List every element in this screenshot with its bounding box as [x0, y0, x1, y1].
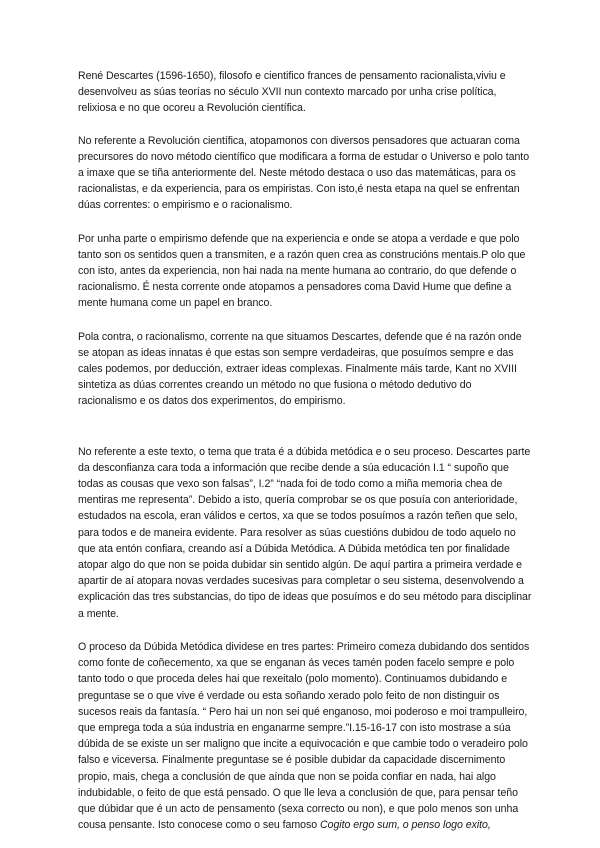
paragraph-empiricism: Por unha parte o empirismo defende que na experiencia e onde se atopa a verdade e que polo tanto son os sentidos quen a transmiten, e a razón quen crea as construcións mentais.P olo que con isto, antes da experiencia, non hai nada na mente humana ao contrario, do que defende o racionalismo. É nesta corrente onde atopamos a pensadores coma David Hume que define a mente humana come un papel en branco. [78, 232, 526, 310]
paragraph-text-theme: No referente a este texto, o tema que trata é a dúbida metódica e o seu proceso. Descartes parte da desconfianza cara toda a información que recibe dende a súa educación I.1 “ supoño que todas as cousas que vexo son falsas”, I.2” “nada foi de todo como a miña memoria chea de mentiras me representa”. Debido a isto, quería comprobar se os que posuía con anterioridade, estudados na escola, eran válidos e certos, xa que se todos posuímos a razón teñen que selo, para todos e de maneira evidente. Para resolver as súas cuestións dubidou de todo aquelo no que ata entón confiara, creando así a Dúbida Metódica. A Dúbida metódica ten por finalidade atopar algo do que non se poida dubidar sin sentido algún. De aquí partira a primeira verdade e apartir de aí atopara novas verdades sucesivas para completar o seu sistema, desenvolvendo a explicación das tres substancias, do tipo de ideas que posuímos e do seu método para disciplinar a mente. [78, 445, 532, 620]
paragraph-scientific-revolution: No referente a Revolución científica, atopamonos con diversos pensadores que actuaran coma precursores do novo método científico que modificara a forma de estudar o Universo e polo tanto a imaxe que se tiña anteriormente del. Neste método destaca o uso das matemáticas, para os racionalistas, e da experiencia, para os empiristas. Con isto,é nesta etapa na quel se enfrentan dúas correntes: o empirismo e o racionalismo. [78, 134, 530, 212]
paragraph-rationalism: Pola contra, o racionalismo, corrente na que situamos Descartes, defende que é na razón onde se atopan as ideas innatas é que estas son sempre verdadeiras, que posuímos sempre e das cales podemos, por deducción, extraer ideas complexas. Finalmente máis tarde, Kant no XVIII sintetiza as dúas correntes creando un método no que fusiona o método dedutivo do racionalismo e os datos dos experimentos, do empirismo. [78, 330, 522, 408]
paragraph-methodic-doubt-text: O proceso da Dúbida Metódica dividese en tres partes: Primeiro comeza dubidando dos sentidos como fonte de coñecemento, xa que se enganan ás veces tamén poden facelo sempre e polo tanto todo o que proceda deles hai que rexeitalo (polo momento). Continuamos dubidando e preguntase se o que vive é verdade ou esta soñando xerado polo feito de non distinguir os sucesos reais da fantasía. “ Pero hai un non sei qué enganoso, moi poderoso e moi trampulleiro, que emprega toda a súa industria en enganarme sempre.”I.15-16-17 con isto mostrase a súa dúbida de se existe un ser maligno que incite a equivocación e que cambie todo o veradeiro polo falso e viceversa. Finalmente preguntase se é posible dubidar da capacidade discernimento propio, mais, chega a conclusión de que aínda que non se poida confiar en nada, hai algo indubidable, o feito de que está pensado. O que lle leva a conclusión de que, para pensar teño que dúbidar que é un acto de pensamento (sexa correcto ou non), e que polo menos son unha cousa pensante. Isto conocese como o seu famoso [78, 640, 530, 832]
document-page [78, 68, 533, 833]
paragraph-context: René Descartes (1596-1650), filosofo e cientifico frances de pensamento racionalista,viviu e desenvolveu as súas teorías no século XVII nun contexto marcado por unha crise política, relixiosa e no que ocoreu a Revolución científica. [78, 70, 506, 115]
cogito-phrase: Cogito ergo sum, o penso logo exito, [320, 819, 491, 832]
paragraph-methodic-doubt [78, 639, 533, 833]
